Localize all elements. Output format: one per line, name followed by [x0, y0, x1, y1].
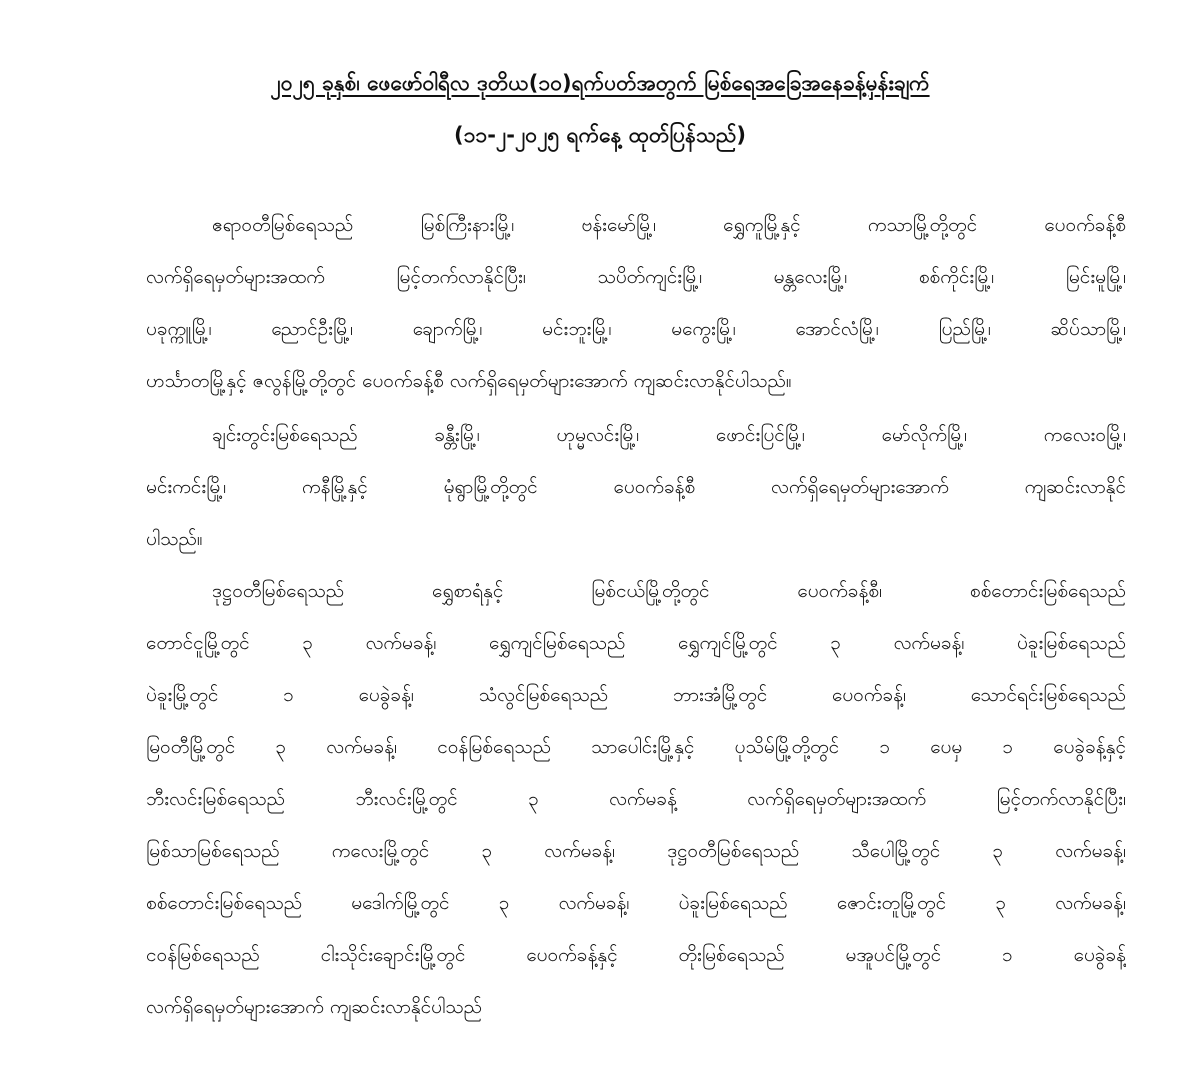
paragraph-1-line-1: ဧရာဝတီမြစ်ရေသည် မြစ်ကြီးနားမြို့၊ ဗန်းမော်မြို့၊ ရွှေကူမြို့နှင့် ကသာမြို့တို့တွင် ပေဝက်ခန့်စီ [212, 214, 1126, 236]
paragraph-3-line-3: ပဲခူးမြို့တွင် ၁ ပေခွဲခန့်၊ သံလွင်မြစ်ရေသည် ဘားအံမြို့တွင် ပေဝက်ခန့်၊ သောင်ရင်းမြစ်ရေသည် [146, 684, 1126, 706]
paragraph-2-line-3: ပါသည်။ [146, 528, 203, 550]
paragraph-3-line-8: ငဝန်မြစ်ရေသည် ငါးသိုင်းချောင်းမြို့တွင် ပေဝက်ခန့်နှင့် တိုးမြစ်ရေသည် မအူပင်မြို့တွင် ၁ ပေခွဲခန့် [146, 944, 1126, 966]
paragraph-1-line-4: ဟင်္သာတမြို့နှင့် ဇလွန်မြို့တို့တွင် ပေဝက်ခန့်စီ လက်ရှိရေမှတ်များအောက် ကျဆင်းလာနိုင်ပါသည်။ [146, 370, 792, 392]
document-subtitle: (၁၁-၂-၂၀၂၅ ရက်နေ့ ထုတ်ပြန်သည်) [453, 123, 747, 147]
paragraph-3-line-7: စစ်တောင်းမြစ်ရေသည် မဒေါက်မြို့တွင် ၃ လက်မခန့်၊ ပဲခူးမြစ်ရေသည် ဇောင်းတူမြို့တွင် ၃ လက်မခန့်၊ [146, 892, 1126, 914]
document-title: ၂၀၂၅ ခုနှစ်၊ ဖေဖော်ဝါရီလ ဒုတိယ(၁၀)ရက်ပတ်အတွက် မြစ်ရေအခြေအနေခန့်မှန်းချက် [270, 71, 930, 95]
paragraph-1-line-3: ပခုက္ကူမြို့၊ ညောင်ဦးမြို့၊ ချောက်မြို့၊ မင်းဘူးမြို့၊ မကွေးမြို့၊ အောင်လံမြို့၊ ပြည်မြို့၊ ဆိပ်သာမြို့၊ [146, 318, 1126, 340]
paragraph-3-line-2: တောင်ငူမြို့တွင် ၃ လက်မခန့်၊ ရွှေကျင်မြစ်ရေသည် ရွှေကျင်မြို့တွင် ၃ လက်မခန့်၊ ပဲခူးမြစ်ရေသည် [146, 632, 1126, 654]
paragraph-3-line-6: မြစ်သာမြစ်ရေသည် ကလေးမြို့တွင် ၃ လက်မခန့်၊ ဒုဋ္ဌဝတီမြစ်ရေသည် သီပေါမြို့တွင် ၃ လက်မခန့်၊ [146, 840, 1126, 862]
paragraph-3-line-4: မြဝတီမြို့တွင် ၃ လက်မခန့်၊ ငဝန်မြစ်ရေသည် သာပေါင်းမြို့နှင့် ပုသိမ်မြို့တို့တွင် ၁ ပေမှ ၁ ပေခွဲခန့်နှင့် [146, 736, 1126, 758]
paragraph-3-line-9: လက်ရှိရေမှတ်များအောက် ကျဆင်းလာနိုင်ပါသည် [146, 996, 483, 1018]
paragraph-2-line-2: မင်းကင်းမြို့၊ ကနီမြို့နှင့် မုံရွာမြို့တို့တွင် ပေဝက်ခန့်စီ လက်ရှိရေမှတ်များအောက် ကျဆင်းလာနိုင် [146, 476, 1126, 498]
paragraph-1-line-2: လက်ရှိရေမှတ်များအထက် မြင့်တက်လာနိုင်ပြီး၊ သပိတ်ကျင်းမြို့၊ မန္တလေးမြို့၊ စစ်ကိုင်းမြို့၊ မြင်းမူမြို့၊ [146, 266, 1126, 288]
paragraph-2-line-1: ချင်းတွင်းမြစ်ရေသည် ခန္တီးမြို့၊ ဟုမ္မလင်းမြို့၊ ဖောင်းပြင်မြို့၊ မော်လိုက်မြို့၊ ကလေးဝမြို့၊ [212, 424, 1126, 446]
paragraph-3-line-1: ဒုဋ္ဌဝတီမြစ်ရေသည် ရွှေစာရံနှင့် မြစ်ငယ်မြို့တို့တွင် ပေဝက်ခန့်စီ၊ စစ်တောင်းမြစ်ရေသည် [212, 580, 1126, 602]
paragraph-3-line-5: ဘီးလင်းမြစ်ရေသည် ဘီးလင်းမြို့တွင် ၃ လက်မခန့် လက်ရှိရေမှတ်များအထက် မြင့်တက်လာနိုင်ပြီး၊ [146, 788, 1126, 810]
